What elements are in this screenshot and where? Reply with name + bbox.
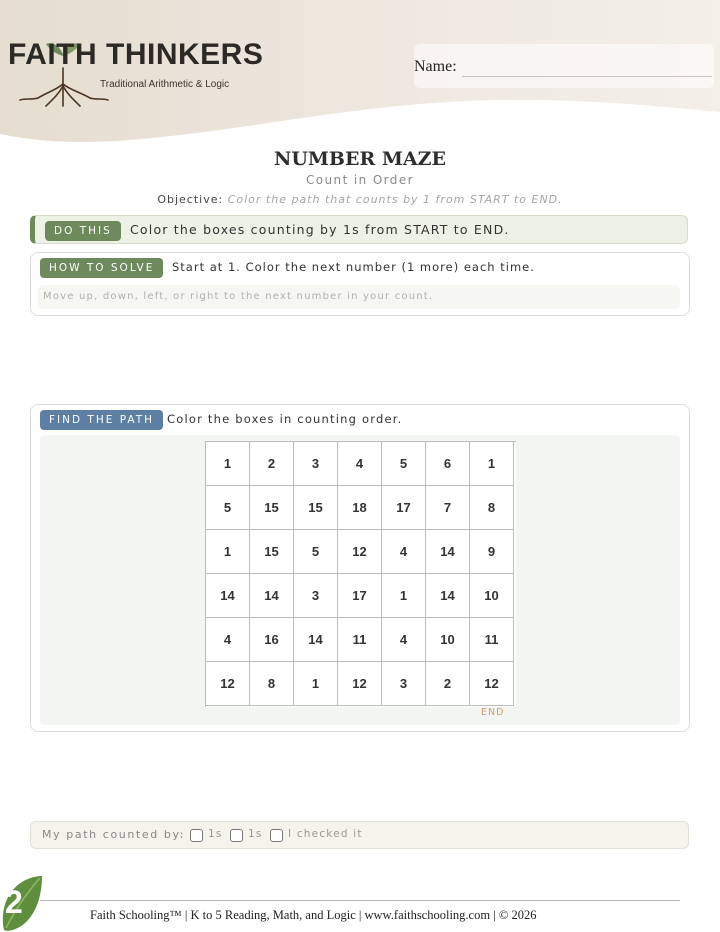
page-number: 2 — [5, 884, 23, 920]
maze-cell[interactable]: 14 — [426, 574, 470, 618]
checkbox-option-2-label: 1s — [248, 828, 263, 840]
maze-cell[interactable]: 11 — [470, 618, 514, 662]
objective — [0, 193, 720, 206]
brand-subtitle: Traditional Arithmetic & Logic — [100, 79, 230, 90]
how-to-solve-text: Start at 1. Color the next number (1 more) each time. — [172, 260, 535, 274]
do-this-text: Color the boxes counting by 1s from START to END. — [130, 222, 510, 237]
maze-cell[interactable]: 8 — [470, 486, 514, 530]
name-label: Name: — [414, 58, 457, 75]
checkbox-option-1-label: 1s — [208, 828, 223, 840]
worksheet-subtitle: Count in Order — [306, 173, 414, 187]
objective-label: Objective: — [157, 193, 224, 206]
maze-cell[interactable]: 18 — [338, 486, 382, 530]
maze-cell[interactable]: 15 — [250, 530, 294, 574]
maze-cell[interactable]: 5 — [206, 486, 250, 530]
maze-cell[interactable]: 14 — [206, 574, 250, 618]
maze-cell[interactable]: 17 — [382, 486, 426, 530]
maze-cell[interactable]: 3 — [294, 442, 338, 486]
maze-cell[interactable]: 3 — [382, 662, 426, 706]
maze-cell[interactable]: 14 — [250, 574, 294, 618]
checkbox-checked-it-label: I checked it — [288, 828, 363, 840]
how-to-solve-badge: HOW TO SOLVE — [40, 258, 163, 278]
maze-cell[interactable]: 12 — [338, 662, 382, 706]
brand-title: FAITH THINKERS — [8, 38, 264, 71]
maze-cell[interactable]: 16 — [250, 618, 294, 662]
maze-cell[interactable]: 14 — [294, 618, 338, 662]
maze-cell[interactable]: 2 — [426, 662, 470, 706]
checkbox-option-2[interactable] — [230, 829, 243, 842]
maze-cell[interactable]: 12 — [338, 530, 382, 574]
maze-cell[interactable]: 15 — [250, 486, 294, 530]
maze-cell[interactable]: 4 — [382, 618, 426, 662]
maze-cell[interactable]: 2 — [250, 442, 294, 486]
find-the-path-text: Color the boxes in counting order. — [167, 412, 403, 426]
maze-cell[interactable]: 3 — [294, 574, 338, 618]
hint-text: Move up, down, left, or right to the next number in your count. — [43, 291, 434, 302]
maze-cell[interactable]: 5 — [294, 530, 338, 574]
checkbox-checked-it[interactable] — [270, 829, 283, 842]
maze-cell[interactable]: 12 — [206, 662, 250, 706]
maze-cell[interactable]: 4 — [338, 442, 382, 486]
maze-cell[interactable]: 11 — [338, 618, 382, 662]
maze-cell[interactable]: 10 — [470, 574, 514, 618]
worksheet-title: NUMBER MAZE — [273, 148, 447, 170]
maze-cell[interactable]: 12 — [470, 662, 514, 706]
footer-divider — [40, 900, 680, 901]
checkbox-option-1[interactable] — [190, 829, 203, 842]
maze-cell[interactable]: 4 — [382, 530, 426, 574]
maze-cell[interactable]: 17 — [338, 574, 382, 618]
name-input-line[interactable] — [462, 76, 712, 77]
maze-cell[interactable]: 1 — [470, 442, 514, 486]
end-label: END — [481, 707, 505, 718]
maze-cell[interactable]: 5 — [382, 442, 426, 486]
maze-cell[interactable]: 10 — [426, 618, 470, 662]
maze-cell[interactable]: 8 — [250, 662, 294, 706]
maze-cell[interactable]: 9 — [470, 530, 514, 574]
maze-cell[interactable]: 15 — [294, 486, 338, 530]
footer-text: Faith Schooling™ | K to 5 Reading, Math, and Logic | www.faithschooling.com | © 2026 — [90, 908, 537, 922]
maze-cell[interactable]: 6 — [426, 442, 470, 486]
find-the-path-badge: FIND THE PATH — [40, 410, 163, 430]
maze-cell[interactable]: 1 — [206, 442, 250, 486]
maze-cell[interactable]: 1 — [206, 530, 250, 574]
check-label: My path counted by: — [42, 828, 186, 841]
objective-text: Color the path that counts by 1 from START to END. — [227, 193, 563, 206]
maze-cell[interactable]: 1 — [294, 662, 338, 706]
maze-cell[interactable]: 7 — [426, 486, 470, 530]
maze-cell[interactable]: 1 — [382, 574, 426, 618]
maze-cell[interactable]: 14 — [426, 530, 470, 574]
do-this-badge: DO THIS — [45, 221, 121, 241]
name-field-background — [414, 44, 714, 88]
maze-cell[interactable]: 4 — [206, 618, 250, 662]
number-maze-grid — [205, 441, 516, 707]
